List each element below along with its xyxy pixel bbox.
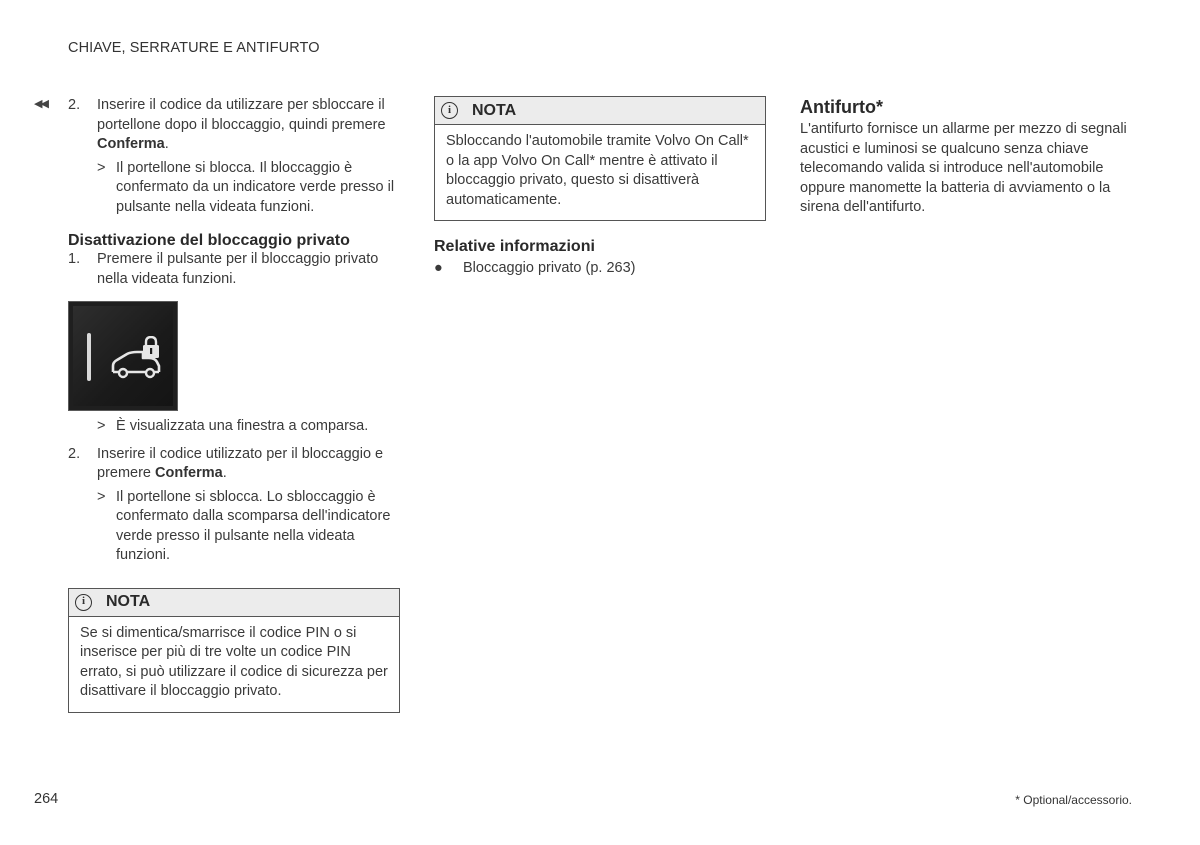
result-text: È visualizzata una finestra a comparsa. (116, 418, 369, 434)
confirm-label: Conferma (155, 465, 223, 481)
info-icon: i (441, 102, 458, 119)
note-box-voc (434, 96, 766, 221)
related-link[interactable] (434, 259, 766, 279)
column-right (800, 96, 1135, 218)
indicator-bar (87, 333, 91, 381)
note-header (69, 589, 399, 617)
column-middle (434, 96, 766, 278)
info-icon: i (75, 594, 92, 611)
note-header (435, 97, 765, 125)
button-face (73, 306, 173, 406)
step-number: 1. (68, 251, 81, 267)
result-marker: > (97, 488, 106, 505)
result-marker: > (97, 159, 106, 176)
antitheft-text: L'antifurto fornisce un allarme per mezzo di segnali acustici e luminosi se qualcuno senza chiave telecomando valida si introduce nell'automobile oppure manomette la batteria di avviamento o la sirena dell'antifurto. (800, 121, 1127, 215)
page-number: 264 (34, 791, 59, 807)
note-title: NOTA (472, 101, 517, 119)
related-link-text[interactable]: Bloccaggio privato (p. 263) (463, 259, 636, 276)
step-result (97, 417, 400, 437)
result-marker: > (97, 418, 106, 434)
related-info-heading: Relative informazioni (434, 238, 595, 255)
note-box-pin (68, 588, 400, 713)
step-number: 2. (68, 97, 81, 113)
back-arrows-icon[interactable]: ◀◀ (34, 98, 47, 110)
result-text: Il portellone si sblocca. Lo sbloccaggio è confermato dalla scomparsa dell'indicatore verde presso il pulsante nella videata funzioni. (116, 488, 391, 563)
private-lock-button-image (68, 301, 178, 411)
subheading-deactivation: Disattivazione del bloccaggio privato (68, 232, 350, 249)
step-text: Premere il pulsante per il bloccaggio privato nella videata funzioni. (97, 251, 379, 287)
step-number: 2. (68, 445, 81, 462)
antitheft-title: Antifurto* (800, 97, 883, 117)
step-text: Inserire il codice utilizzato per il bloccaggio e premere Conferma. (97, 445, 384, 481)
step-2-unlock (68, 445, 400, 484)
section-title: CHIAVE, SERRATURE E ANTIFURTO (68, 40, 320, 56)
footnote: * Optional/accessorio. (1015, 793, 1132, 807)
result-text: Il portellone si blocca. Il bloccaggio è confermato da un indicatore verde presso il pulsante nella videata funzioni. (116, 159, 395, 215)
bullet-icon: ● (434, 259, 443, 276)
note-body: Sbloccando l'automobile tramite Volvo On Call* o la app Volvo On Call* mentre è attivato il bloccaggio privato, questo si disattiverà automaticamente. (446, 133, 749, 208)
confirm-label: Conferma (97, 136, 165, 152)
note-body: Se si dimentica/smarrisce il codice PIN o si inserisce per più di tre volte un codice PIN errato, si può utilizzare il codice di sicurezza per disattivare il bloccaggio privato. (80, 624, 388, 699)
note-title: NOTA (106, 593, 151, 611)
step-result (97, 488, 400, 566)
step-result (97, 159, 400, 218)
step-2-lock (68, 96, 400, 155)
step-1-press (68, 250, 400, 289)
step-text: Inserire il codice da utilizzare per sbloccare il portellone dopo il bloccaggio, quindi premere Conferma. (97, 97, 386, 152)
column-left (68, 96, 400, 713)
car-private-lock-icon (109, 336, 165, 380)
